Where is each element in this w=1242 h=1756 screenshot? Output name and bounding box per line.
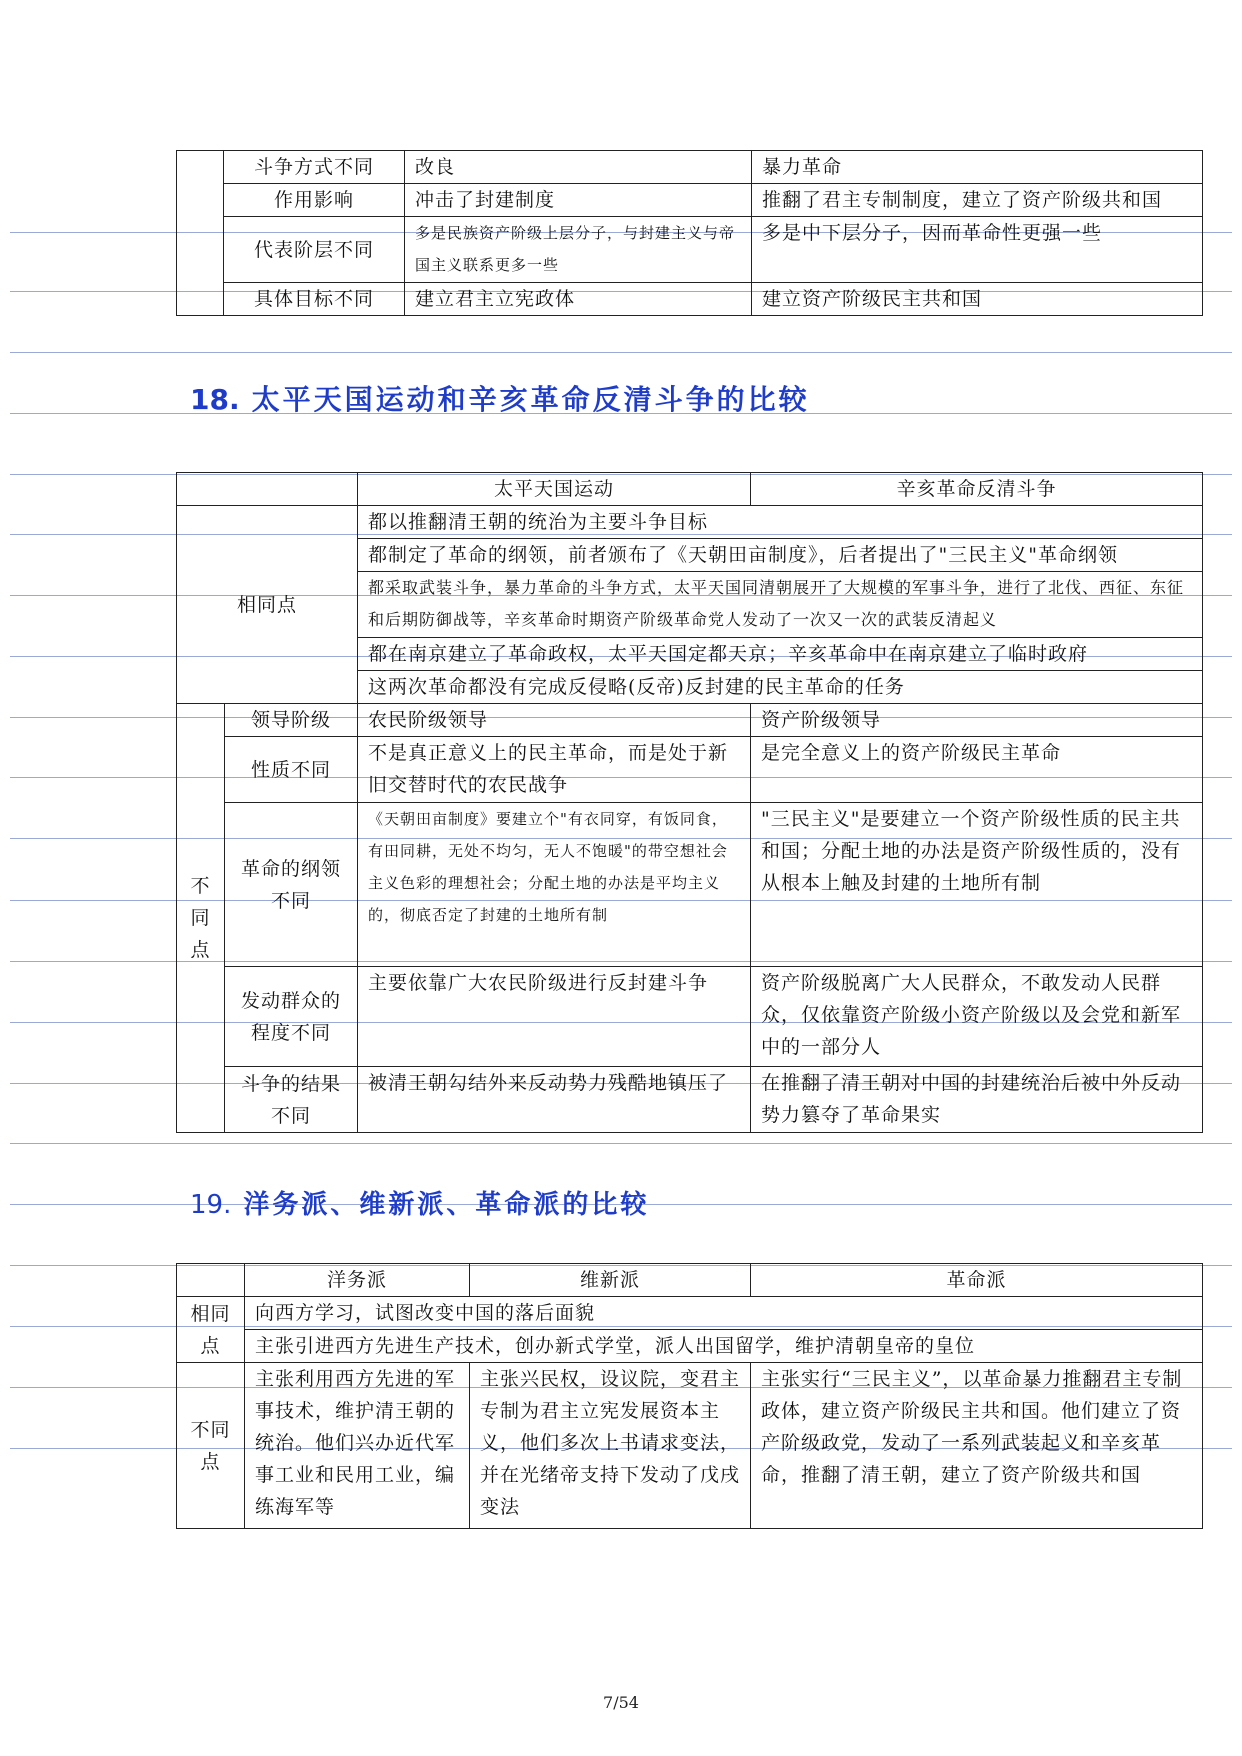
cell-revolution: 多是中下层分子，因而革命性更强一些 <box>752 217 1203 283</box>
cell-xinhai: 资产阶级领导 <box>751 704 1203 737</box>
cell-revolution: 暴力革命 <box>752 151 1203 184</box>
cell-taiping: 被清王朝勾结外来反动势力残酷地镇压了 <box>358 1067 751 1133</box>
blank-cell <box>177 151 224 316</box>
row-label: 性质不同 <box>225 737 358 803</box>
row-label: 斗争方式不同 <box>224 151 405 184</box>
row-label: 领导阶级 <box>225 704 358 737</box>
diff-points-label: 不同点 <box>177 704 225 1133</box>
cell-taiping: 不是真正意义上的民主革命，而是处于新旧交替时代的农民战争 <box>358 737 751 803</box>
cell-taiping: 《天朝田亩制度》要建立个"有衣同穿，有饭同食，有田同耕，无处不均匀，无人不饱暖"的带空想社会主义色彩的理想社会；分配土地的办法是平均主义的，彻底否定了封建的土地所有制 <box>358 803 751 967</box>
row-label: 具体目标不同 <box>224 283 405 316</box>
table-row <box>177 1067 1203 1133</box>
table-row <box>177 1297 1203 1330</box>
table-row <box>177 184 1203 217</box>
same-point: 主张引进西方先进生产技术，创办新式学堂，派人出国留学，维护清朝皇帝的皇位 <box>245 1330 1203 1363</box>
cell-xinhai: "三民主义"是要建立一个资产阶级性质的民主共和国；分配土地的办法是资产阶级性质的，没有从根本上触及封建的土地所有制 <box>751 803 1203 967</box>
cell-reform: 冲击了封建制度 <box>405 184 752 217</box>
table-row <box>177 151 1203 184</box>
same-point: 这两次革命都没有完成反侵略(反帝)反封建的民主革命的任务 <box>358 671 1203 704</box>
row-label: 作用影响 <box>224 184 405 217</box>
row-label: 斗争的结果不同 <box>225 1067 358 1133</box>
cell-yangwu: 主张利用西方先进的军事技术，维护清王朝的统治。他们兴办近代军事工业和民用工业，编练海军等 <box>245 1363 470 1529</box>
section-number: 18. <box>190 383 240 416</box>
cell-reform: 建立君主立宪政体 <box>405 283 752 316</box>
cell-revolution: 建立资产阶级民主共和国 <box>752 283 1203 316</box>
table-row <box>177 217 1203 283</box>
cell-reform: 多是民族资产阶级上层分子，与封建主义与帝国主义联系更多一些 <box>405 217 752 283</box>
cell-revolution: 推翻了君主专制制度，建立了资产阶级共和国 <box>752 184 1203 217</box>
table-taiping-vs-xinhai <box>176 472 1203 1133</box>
same-points-label: 相同点 <box>177 1297 245 1363</box>
header-taiping: 太平天国运动 <box>358 473 751 506</box>
cell-taiping: 主要依靠广大农民阶级进行反封建斗争 <box>358 967 751 1067</box>
table-row <box>177 1330 1203 1363</box>
table-row <box>177 506 1203 539</box>
cell-taiping: 农民阶级领导 <box>358 704 751 737</box>
section-18-heading <box>190 378 810 418</box>
header-weixin: 维新派 <box>470 1264 751 1297</box>
table-header-row <box>177 1264 1203 1297</box>
section-19-heading <box>190 1184 649 1221</box>
diff-points-label: 不同点 <box>177 1363 245 1529</box>
cell-weixin: 主张兴民权，设议院，变君主专制为君主立宪发展资本主义，他们多次上书请求变法，并在光绪帝支持下发动了戊戌变法 <box>470 1363 751 1529</box>
same-point: 都以推翻清王朝的统治为主要斗争目标 <box>358 506 1203 539</box>
same-points-label: 相同点 <box>177 506 358 704</box>
table-row <box>177 803 1203 967</box>
header-yangwu: 洋务派 <box>245 1264 470 1297</box>
page-number: 7/54 <box>603 1693 639 1712</box>
cell-reform: 改良 <box>405 151 752 184</box>
section-number: 19. <box>190 1190 232 1220</box>
cell-xinhai: 资产阶级脱离广大人民群众，不敢发动人民群众，仅依靠资产阶级小资产阶级以及会党和新军中的一部分人 <box>751 967 1203 1067</box>
table-row <box>177 1363 1203 1529</box>
section-title: 洋务派、维新派、革命派的比较 <box>243 1190 650 1220</box>
table-header-row <box>177 473 1203 506</box>
table-reform-vs-revolution <box>176 150 1203 316</box>
header-blank-cell <box>177 1264 245 1297</box>
same-point: 都采取武装斗争，暴力革命的斗争方式，太平天国同清朝展开了大规模的军事斗争，进行了北伐、西征、东征和后期防御战等，辛亥革命时期资产阶级革命党人发动了一次又一次的武装反清起义 <box>358 572 1203 638</box>
cell-geming: 主张实行“三民主义”，以革命暴力推翻君主专制政体，建立资产阶级民主共和国。他们建立了资产阶级政党，发动了一系列武装起义和辛亥革命，推翻了清王朝，建立了资产阶级共和国 <box>751 1363 1203 1529</box>
table-row <box>177 967 1203 1067</box>
row-label: 革命的纲领不同 <box>225 803 358 967</box>
header-xinhai: 辛亥革命反清斗争 <box>751 473 1203 506</box>
row-label: 代表阶层不同 <box>224 217 405 283</box>
cell-xinhai: 在推翻了清王朝对中国的封建统治后被中外反动势力篡夺了革命果实 <box>751 1067 1203 1133</box>
table-row <box>177 283 1203 316</box>
table-three-factions <box>176 1263 1203 1529</box>
same-point: 都制定了革命的纲领，前者颁布了《天朝田亩制度》，后者提出了"三民主义"革命纲领 <box>358 539 1203 572</box>
header-blank-cell <box>177 473 358 506</box>
header-geming: 革命派 <box>751 1264 1203 1297</box>
table-row <box>177 737 1203 803</box>
same-point: 向西方学习，试图改变中国的落后面貌 <box>245 1297 1203 1330</box>
section-title: 太平天国运动和辛亥革命反清斗争的比较 <box>251 383 810 416</box>
row-label: 发动群众的程度不同 <box>225 967 358 1067</box>
cell-xinhai: 是完全意义上的资产阶级民主革命 <box>751 737 1203 803</box>
same-point: 都在南京建立了革命政权，太平天国定都天京；辛亥革命中在南京建立了临时政府 <box>358 638 1203 671</box>
table-row <box>177 704 1203 737</box>
